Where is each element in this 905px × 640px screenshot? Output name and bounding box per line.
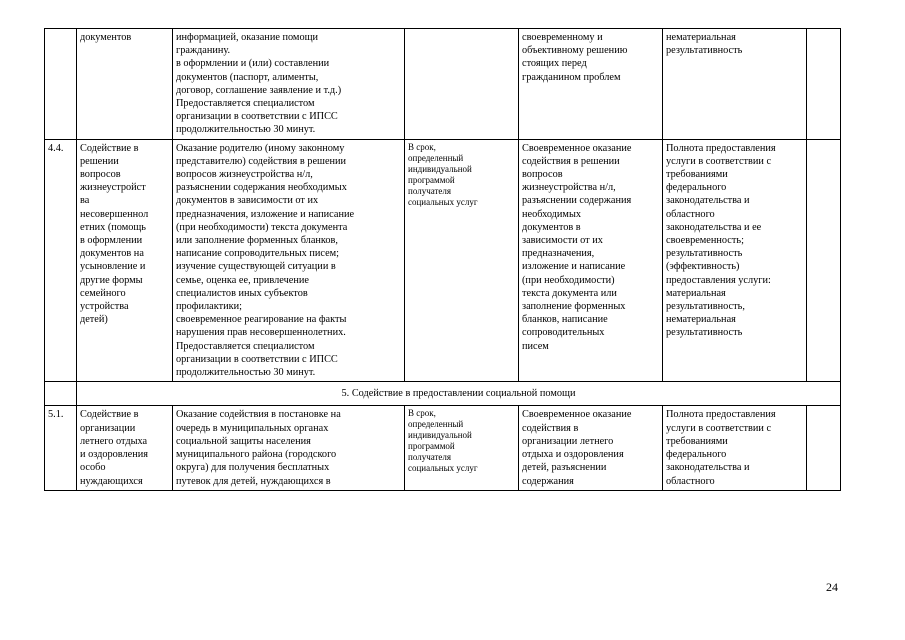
service-content-line: гражданину.: [176, 45, 231, 57]
service-conditions-line: своевременность;: [666, 235, 744, 247]
service-content-line: или заполнение форменных бланков,: [176, 235, 338, 247]
service-name-line: другие формы: [80, 274, 143, 286]
service-content-line: семье, оценка ее, привлечение: [176, 274, 309, 286]
service-content-line: разъяснении содержания необходимых: [176, 182, 347, 194]
service-conditions-line: услуги в соответствии с: [666, 155, 772, 167]
service-content-line: специалистов иных субъектов: [176, 287, 308, 299]
service-indicators-line: Своевременное оказание: [522, 409, 632, 421]
service-name: [77, 406, 173, 490]
service-indicators-line: гражданином проблем: [522, 71, 621, 83]
service-indicators-line: заполнение форменных: [522, 301, 626, 313]
section-number: [45, 382, 77, 406]
service-name-line: летнего отдыха: [80, 435, 148, 447]
service-indicators-line: вопросов: [522, 169, 563, 181]
service-indicators-line: детей, разъяснении: [522, 462, 607, 474]
service-indicators-line: необходимых: [522, 208, 582, 220]
table-row: [45, 139, 841, 382]
service-content-line: продолжительностью 30 минут.: [176, 367, 316, 379]
table-row: [45, 29, 841, 140]
service-indicators-line: разъяснении содержания: [522, 195, 632, 207]
service-term: [405, 139, 519, 382]
page-number: 24: [826, 580, 838, 594]
service-name-line: несовершеннол: [80, 208, 149, 220]
service-name-line: особо: [80, 462, 106, 474]
service-content-line: документов в зависимости от их: [176, 195, 319, 207]
service-indicators-line: содержания: [522, 475, 574, 487]
service-conditions-line: результативность: [666, 248, 743, 260]
service-name-line: Содействие в: [80, 409, 139, 421]
service-term-line: программой: [408, 441, 455, 452]
service-name-line: документов: [80, 32, 132, 43]
service-conditions-line: материальная: [666, 287, 726, 299]
service-conditions: [663, 406, 807, 490]
service-content-line: изучение существующей ситуации в: [176, 261, 336, 273]
service-content-line: организации в соответствии с ИПСС: [176, 111, 338, 123]
service-content: [173, 29, 405, 140]
service-name: [77, 29, 173, 140]
service-indicators-line: сопроводительных: [522, 327, 605, 339]
service-name-line: нуждающихся: [80, 475, 143, 487]
service-conditions: [663, 139, 807, 382]
service-conditions-line: федерального: [666, 182, 727, 194]
table-row: [45, 406, 841, 490]
service-content: [173, 139, 405, 382]
service-indicators-line: объективному решению: [522, 45, 628, 57]
service-conditions-line: нематериальная: [666, 32, 736, 43]
service-conditions-line: федерального: [666, 449, 727, 461]
service-content: [173, 406, 405, 490]
service-conditions-line: требованиями: [666, 169, 728, 181]
extra-cell: [807, 139, 841, 382]
service-indicators-line: писем: [522, 340, 549, 352]
row-number: 5.1.: [45, 406, 77, 490]
section-row: [45, 382, 841, 406]
service-indicators-line: отдыха и оздоровления: [522, 449, 624, 461]
service-name-line: ва: [80, 195, 90, 207]
service-indicators-line: содействия в: [522, 422, 579, 434]
service-name-line: детей): [80, 314, 108, 326]
service-term-line: социальных услуг: [408, 463, 478, 474]
service-content-line: (при необходимости) текста документа: [176, 221, 348, 233]
service-content-line: Оказание содействия в постановке на: [176, 409, 341, 421]
service-indicators-line: своевременному и: [522, 32, 603, 43]
service-name-line: жизнеустройст: [80, 182, 146, 194]
service-name-line: вопросов: [80, 169, 121, 181]
service-name-line: етних (помощь: [80, 221, 146, 233]
service-conditions-line: областного: [666, 208, 715, 220]
service-content-line: нарушения прав несовершеннолетних.: [176, 327, 346, 339]
service-name-line: Содействие в: [80, 142, 139, 154]
service-term-line: получателя: [408, 452, 452, 463]
service-indicators-line: (при необходимости): [522, 274, 615, 286]
service-term-line: индивидуальной: [408, 163, 472, 174]
service-name-line: семейного: [80, 287, 126, 299]
service-name-line: решении: [80, 155, 119, 167]
service-conditions: [663, 29, 807, 140]
service-indicators-line: содействия в решении: [522, 155, 620, 167]
service-content-line: в оформлении и (или) составлении: [176, 58, 330, 70]
service-content-line: путевок для детей, нуждающихся в: [176, 475, 331, 487]
service-indicators-line: изложение и написание: [522, 261, 626, 273]
service-name-line: в оформлении: [80, 235, 143, 247]
service-conditions-line: законодательства и ее: [666, 221, 762, 233]
service-conditions-line: требованиями: [666, 435, 728, 447]
service-conditions-line: областного: [666, 475, 715, 487]
service-name-line: организации: [80, 422, 136, 434]
service-term: [405, 406, 519, 490]
service-indicators-line: организации летнего: [522, 435, 614, 447]
service-content-line: очередь в муниципальных органах: [176, 422, 329, 434]
service-content-line: профилактики;: [176, 301, 242, 313]
service-conditions-line: результативность: [666, 327, 743, 339]
service-conditions-line: Полнота предоставления: [666, 142, 776, 154]
service-indicators-line: Своевременное оказание: [522, 142, 632, 154]
service-name-line: устройства: [80, 301, 129, 313]
service-indicators-line: стоящих перед: [522, 58, 587, 70]
service-indicators-line: текста документа или: [522, 287, 617, 299]
service-name-line: и оздоровления: [80, 449, 148, 461]
row-number: 4.4.: [45, 139, 77, 382]
section-title: 5. Содействие в предоставлении социальной помощи: [77, 382, 841, 406]
extra-cell: [807, 406, 841, 490]
service-content-line: муниципального района (городского: [176, 449, 337, 461]
service-term-line: программой: [408, 174, 455, 185]
service-term: [405, 29, 519, 140]
service-indicators-line: жизнеустройства н/л,: [522, 182, 616, 194]
service-content-line: продолжительностью 30 минут.: [176, 124, 316, 136]
service-conditions-line: нематериальная: [666, 314, 736, 326]
service-content-line: информацией, оказание помощи: [176, 32, 319, 43]
service-term-line: индивидуальной: [408, 430, 472, 441]
service-content-line: Оказание родителю (иному законному: [176, 142, 345, 154]
service-content-line: предназначения, изложение и написание: [176, 208, 355, 220]
service-indicators: [519, 29, 663, 140]
service-conditions-line: предоставления услуги:: [666, 274, 771, 286]
service-indicators-line: бланков, написание: [522, 314, 608, 326]
extra-cell: [807, 29, 841, 140]
service-content-line: договор, соглашение заявление и т.д.): [176, 84, 342, 96]
service-term-line: определенный: [408, 419, 464, 430]
service-indicators: [519, 406, 663, 490]
services-table: [44, 28, 841, 491]
service-term-line: В срок,: [408, 408, 436, 419]
service-conditions-line: законодательства и: [666, 195, 750, 207]
service-conditions-line: Полнота предоставления: [666, 409, 776, 421]
service-conditions-line: результативность,: [666, 301, 745, 313]
service-content-line: социальной защиты населения: [176, 435, 311, 447]
service-conditions-line: результативность: [666, 45, 743, 57]
service-term-line: получателя: [408, 185, 452, 196]
service-name-line: усыновление и: [80, 261, 146, 273]
service-term-line: определенный: [408, 152, 464, 163]
service-conditions-line: законодательства и: [666, 462, 750, 474]
service-indicators-line: документов в: [522, 221, 581, 233]
service-content-line: документов (паспорт, алименты,: [176, 71, 319, 83]
service-content-line: организации в соответствии с ИПСС: [176, 353, 338, 365]
service-content-line: округа) для получения бесплатных: [176, 462, 330, 474]
row-number: [45, 29, 77, 140]
service-term-line: В срок,: [408, 141, 436, 152]
service-content-line: Предоставляется специалистом: [176, 340, 315, 352]
service-name-line: документов на: [80, 248, 144, 260]
service-conditions-line: (эффективность): [666, 261, 740, 273]
service-content-line: своевременное реагирование на факты: [176, 314, 347, 326]
service-name: [77, 139, 173, 382]
service-indicators: [519, 139, 663, 382]
service-content-line: Предоставляется специалистом: [176, 98, 315, 110]
service-content-line: написание сопроводительных писем;: [176, 248, 340, 260]
service-indicators-line: зависимости от их: [522, 235, 603, 247]
service-content-line: вопросов жизнеустройства н/л,: [176, 169, 313, 181]
service-indicators-line: предназначения,: [522, 248, 595, 260]
service-term-line: социальных услуг: [408, 196, 478, 207]
service-conditions-line: услуги в соответствии с: [666, 422, 772, 434]
service-content-line: представителю) содействия в решении: [176, 155, 347, 167]
